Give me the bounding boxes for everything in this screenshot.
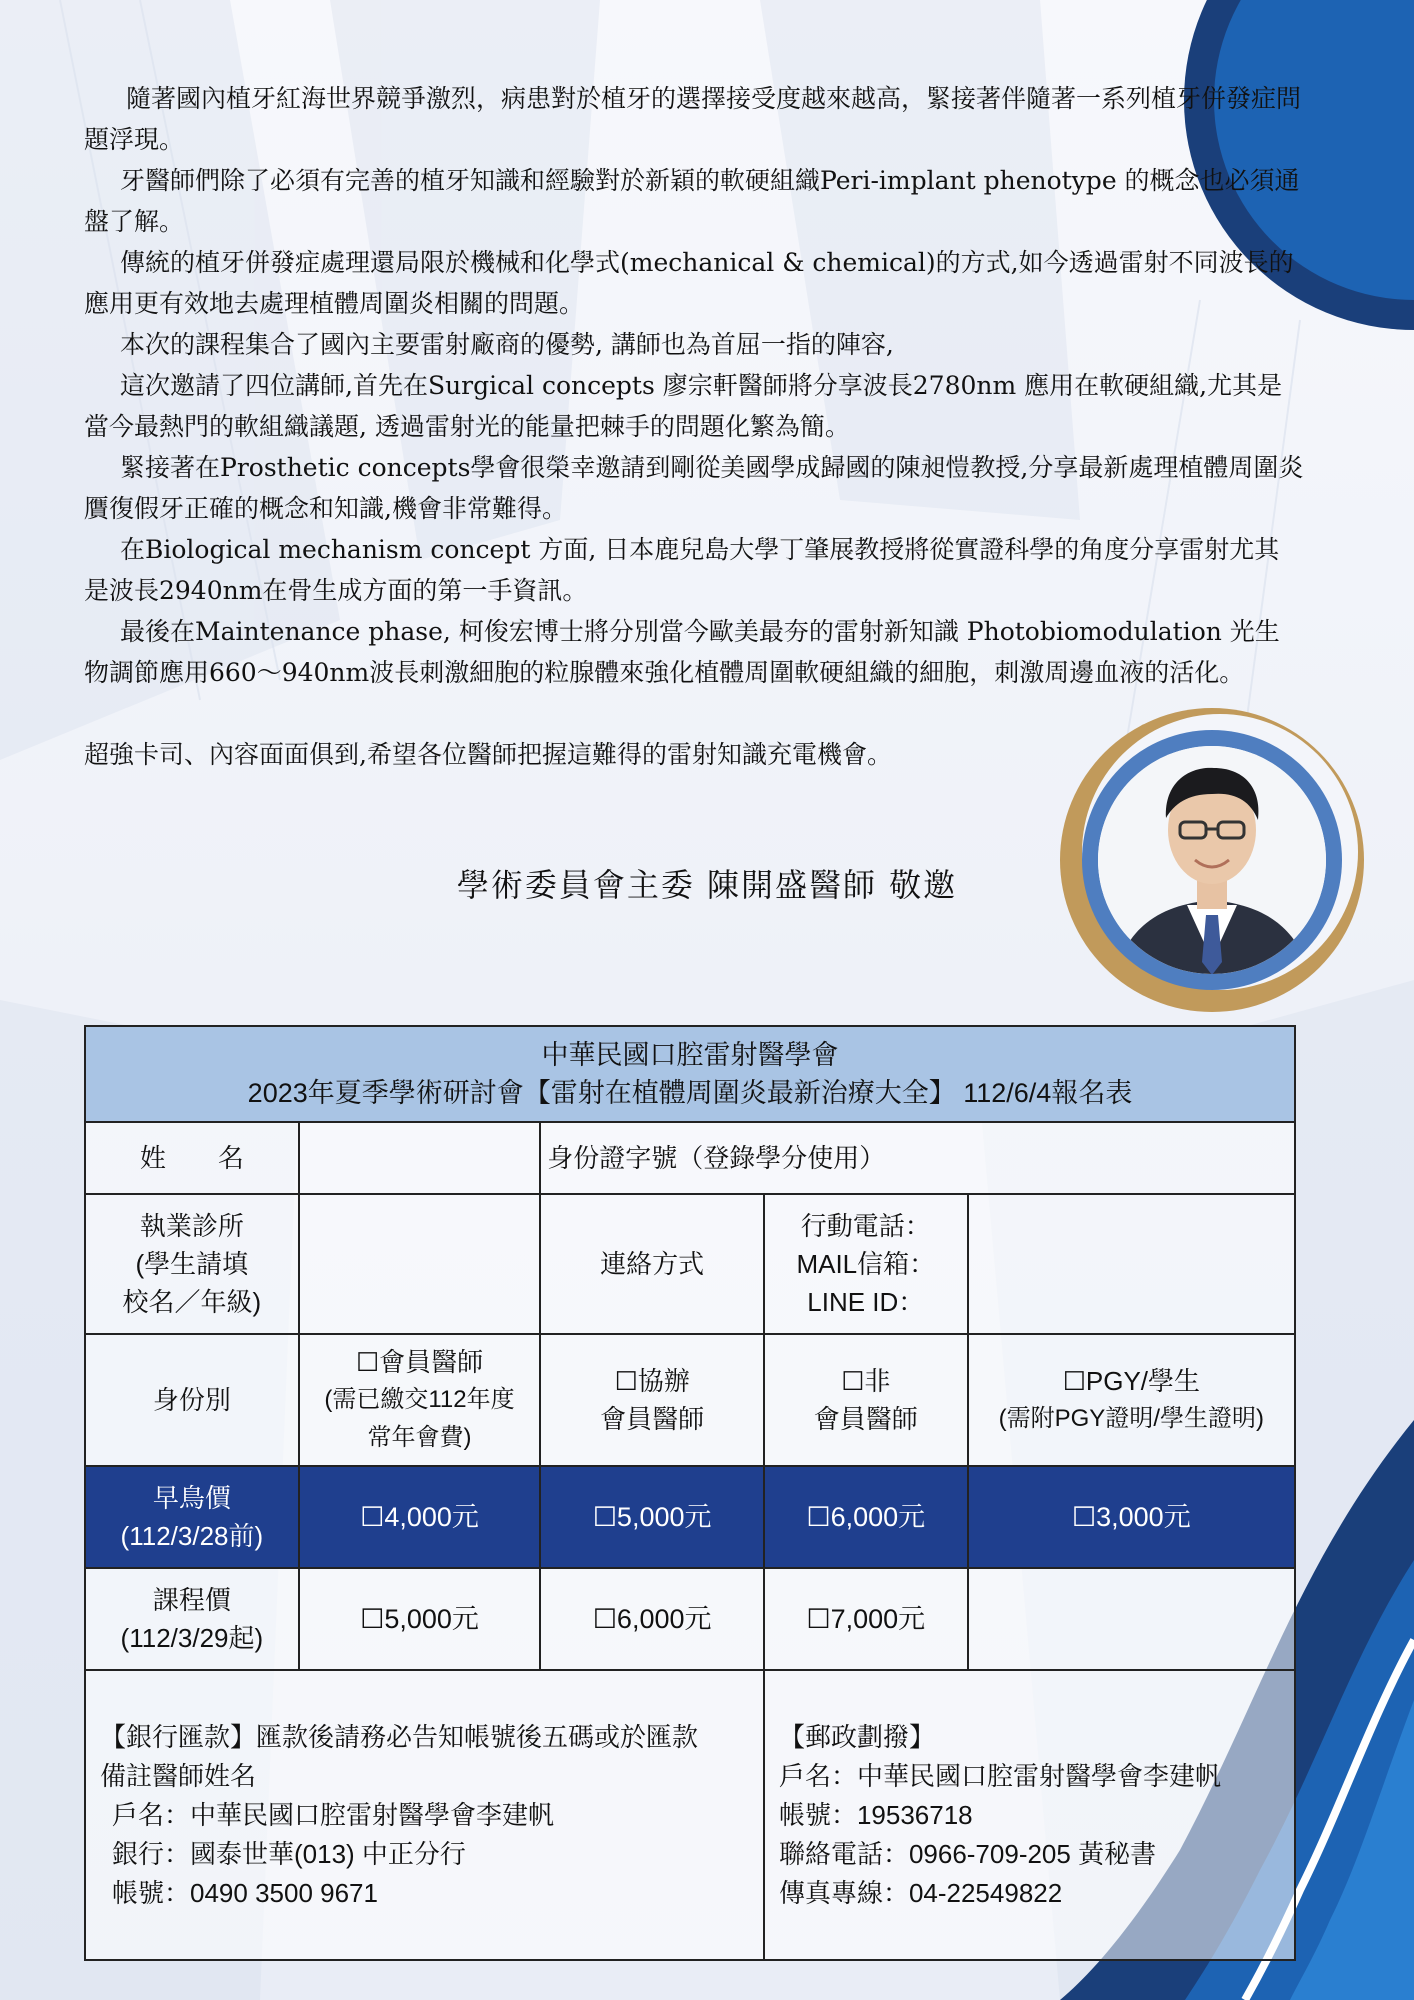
early-bird-title: 早鳥價 [152,1483,231,1513]
clinic-label-line3: 校名／年級) [122,1287,262,1317]
course-price-title: 課程價 [152,1585,231,1615]
payment-row [85,1670,1295,1960]
assoc-option-label: ☐協辦 [614,1366,690,1396]
chairman-portrait [1052,700,1372,1020]
early-price-nonmember[interactable]: ☐6,000元 [764,1466,968,1568]
clinic-label-line1: 執業診所 [139,1211,244,1241]
contact-fields-labels [764,1194,968,1334]
contact-label: 連絡方式 [540,1194,764,1334]
identity-row [85,1334,1295,1466]
registration-form [84,1025,1296,1961]
assoc-option-sub: 會員醫師 [600,1404,705,1434]
intro-paragraph-1: 隨著國內植牙紅海世界競爭激烈，病患對於植牙的選擇接受度越來越高，緊接著伴隨著一系列植牙併發症問題浮現。 [84,84,1302,154]
identity-option-nonmember[interactable] [764,1334,968,1466]
intro-paragraph-9: 超強卡司、內容面面俱到,希望各位醫師把握這難得的雷射知識充電機會。 [84,740,892,769]
early-price-member[interactable]: ☐4,000元 [299,1466,541,1568]
pgy-option-note: (需附PGY證明/學生證明) [998,1405,1264,1432]
bank-instruction-line1: 【銀行匯款】匯款後請務必告知帳號後五碼或於匯款 [100,1721,699,1752]
form-header-row [85,1026,1295,1122]
intro-paragraph-4: 本次的課程集合了國內主要雷射廠商的優勢, 講師也為首屈一指的陣容, [120,330,894,359]
nonmember-option-label: ☐非 [841,1366,891,1396]
intro-paragraph-8: 最後在Maintenance phase, 柯俊宏博士將分別當今歐美最夯的雷射新知識 Photobiomodulation 光生物調節應用660～940nm波長刺激細胞的粒腺體來強化植體周圍軟硬組織的細胞，刺激周邊血液的活化。 [84,617,1280,687]
postal-title: 【郵政劃撥】 [778,1721,935,1752]
pgy-option-label: ☐PGY/學生 [1062,1366,1201,1396]
bank-account-name: 戶名：中華民國口腔雷射醫學會李建帆 [112,1799,555,1830]
course-price-nonmember[interactable]: ☐7,000元 [764,1568,968,1670]
clinic-label-line2: (學生請填 [135,1249,249,1279]
bank-branch: 銀行：國泰世華(013) 中正分行 [112,1838,466,1869]
course-price-pgy-empty [968,1568,1295,1670]
early-price-pgy[interactable]: ☐3,000元 [968,1466,1295,1568]
bank-account-number: 帳號：0490 3500 9671 [112,1877,378,1908]
name-row [85,1122,1295,1194]
member-option-label: ☐會員醫師 [355,1347,484,1377]
fax-number: 傳真專線：04-22549822 [778,1877,1063,1908]
clinic-field[interactable] [299,1194,541,1334]
course-price-row [85,1568,1295,1670]
line-id-label: LINE ID： [807,1287,925,1317]
early-bird-label [85,1466,299,1568]
early-bird-row [85,1466,1295,1568]
nonmember-option-sub: 會員醫師 [813,1404,918,1434]
contact-field[interactable] [968,1194,1295,1334]
early-price-assoc[interactable]: ☐5,000元 [540,1466,764,1568]
id-number-label: 身份證字號（登錄學分使用） [547,1143,886,1173]
course-price-member[interactable]: ☐5,000元 [299,1568,541,1670]
form-event-title: 2023年夏季學術研討會【雷射在植體周圍炎最新治療大全】 112/6/4報名表 [247,1078,1133,1108]
intro-letter [84,78,1304,775]
identity-label: 身份別 [85,1334,299,1466]
invitation-signoff: 學術委員會主委 陳開盛醫師 敬邀 [456,866,958,904]
member-option-note-2: 常年會費) [367,1424,472,1451]
bank-transfer-info [85,1670,764,1960]
intro-paragraph-7: 在Biological mechanism concept 方面, 日本鹿兒島大學丁肇展教授將從實證科學的角度分享雷射尤其是波長2940nm在骨生成方面的第一手資訊。 [84,535,1280,605]
identity-option-assoc[interactable] [540,1334,764,1466]
intro-paragraph-6: 緊接著在Prosthetic concepts學會很榮幸邀請到剛從美國學成歸國的陳昶愷教授,分享最新處理植體周圍炎贋復假牙正確的概念和知識,機會非常難得。 [84,453,1304,523]
identity-option-member[interactable] [299,1334,541,1466]
postal-transfer-info [764,1670,1295,1960]
postal-account-number: 帳號：19536718 [778,1799,973,1830]
name-label: 姓 名 [85,1122,299,1194]
name-field[interactable] [299,1122,541,1194]
clinic-row [85,1194,1295,1334]
intro-paragraph-2: 牙醫師們除了必須有完善的植牙知識和經驗對於新穎的軟硬組織Peri-implant phenotype 的概念也必須通盤了解。 [84,166,1300,236]
course-price-assoc[interactable]: ☐6,000元 [540,1568,764,1670]
course-price-start: (112/3/29起) [120,1623,264,1653]
intro-paragraph-3: 傳統的植牙併發症處理還局限於機械和化學式(mechanical & chemical)的方式,如今透過雷射不同波長的應用更有效地去處理植體周圍炎相關的問題。 [84,248,1294,318]
portrait-illustration [1052,700,1372,1020]
id-number-field[interactable] [540,1122,1295,1194]
intro-paragraph-5: 這次邀請了四位講師,首先在Surgical concepts 廖宗軒醫師將分享波長2780nm 應用在軟硬組織,尤其是當今最熱門的軟組織議題, 透過雷射光的能量把棘手的問題化繁為簡。 [84,371,1283,441]
early-bird-deadline: (112/3/28前) [120,1521,264,1551]
mail-label: MAIL信箱： [796,1249,936,1279]
member-option-note-1: (需已繳交112年度 [324,1386,515,1413]
form-org-title: 中華民國口腔雷射醫學會 [541,1040,839,1070]
course-price-label [85,1568,299,1670]
contact-phone: 聯絡電話：0966-709-205 黃秘書 [778,1838,1157,1869]
identity-option-pgy[interactable] [968,1334,1295,1466]
clinic-label [85,1194,299,1334]
form-header [85,1026,1295,1122]
mobile-label: 行動電話： [800,1211,931,1241]
bank-instruction-line2: 備註醫師姓名 [100,1760,257,1791]
postal-account-name: 戶名：中華民國口腔雷射醫學會李建帆 [778,1760,1221,1791]
